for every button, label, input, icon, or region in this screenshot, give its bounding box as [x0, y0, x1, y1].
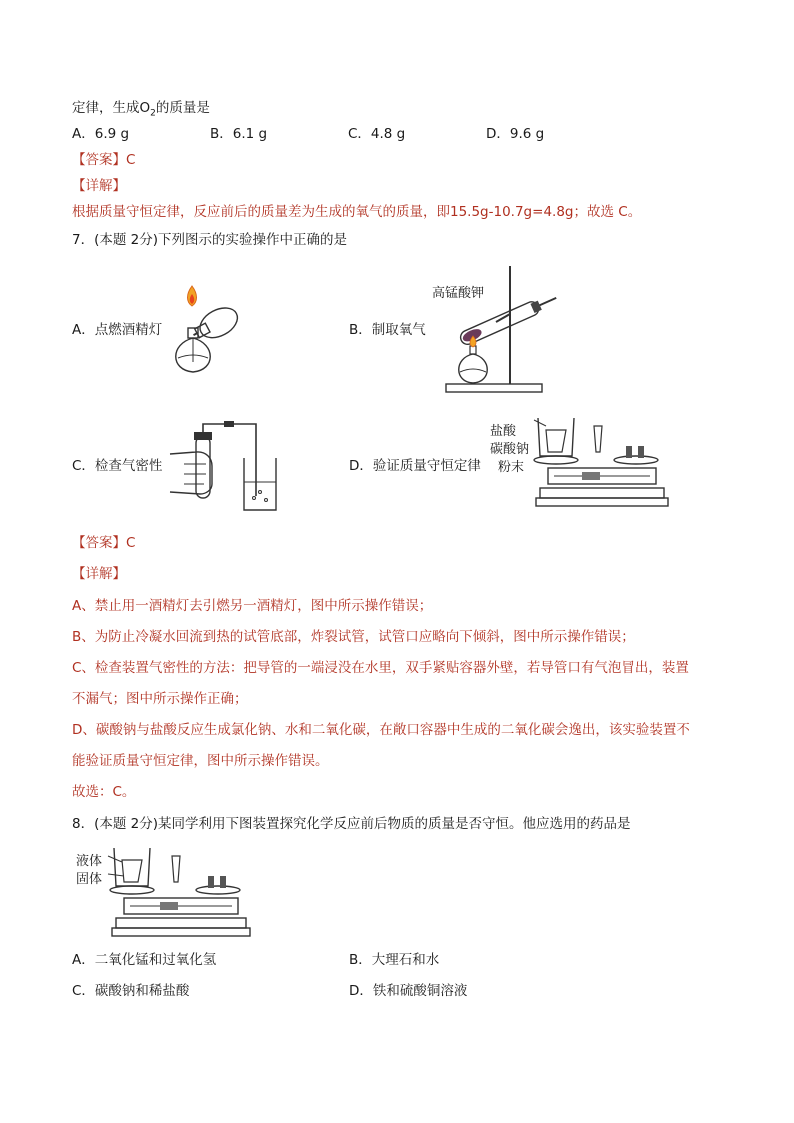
figure-alcohol-lamp [166, 282, 256, 378]
q7-option-d: D．验证质量守恒定律 [349, 458, 481, 474]
q7-detail-line-5: D、碳酸钠与盐酸反应生成氯化钠、水和二氧化碳，在敞口容器中生成的二氧化碳会逸出，该实验装置不 [72, 722, 690, 738]
figure-balance-open [532, 412, 672, 510]
q6-detail-label: 【详解】 [72, 178, 126, 194]
q6-detail: 根据质量守恒定律，反应前后的质量差为生成的氧气的质量，即15.5g-10.7g=4.8g；故选 C。 [72, 204, 642, 220]
q6-o-subscript: 2 [150, 108, 156, 119]
label-hydrochloric-acid: 盐酸 [490, 424, 517, 439]
figure-balance-q8 [106, 842, 256, 940]
q8-option-c: C．碳酸钠和稀盐酸 [72, 983, 190, 999]
q8-question: 8．(本题 2分)某同学利用下图装置探究化学反应前后物质的质量是否守恒。他应选用的药品是 [72, 816, 631, 832]
q7-detail-line-1: A、禁止用一酒精灯去引燃另一酒精灯，图中所示操作错误； [72, 598, 433, 614]
q8-option-d: D．铁和硫酸铜溶液 [349, 983, 468, 999]
label-potassium-permanganate: 高锰酸钾 [432, 286, 485, 301]
q6-stem-text: 定律，生成 [72, 100, 140, 116]
q6-stem-text-end: 的质量是 [155, 100, 210, 116]
q7-option-c: C．检查气密性 [72, 458, 163, 474]
figure-oxygen-apparatus [440, 262, 580, 394]
label-liquid: 液体 [76, 854, 103, 869]
q7-detail-line-4: 不漏气；图中所示操作正确； [72, 691, 248, 707]
q6-option-c: C．4.8 g [348, 126, 406, 142]
q7-detail-line-6: 能验证质量守恒定律，图中所示操作错误。 [72, 753, 329, 769]
q7-answer: 【答案】C [72, 535, 136, 551]
q7-detail-label: 【详解】 [72, 566, 126, 582]
q6-o-symbol: O [139, 100, 151, 116]
q7-option-b: B．制取氧气 [349, 322, 426, 338]
figure-airtightness-check [166, 418, 296, 514]
q6-answer: 【答案】C [72, 152, 136, 168]
label-powder: 粉末 [498, 460, 525, 475]
q6-option-a: A．6.9 g [72, 126, 130, 142]
q8-option-a: A．二氧化锰和过氧化氢 [72, 952, 217, 968]
q7-conclusion: 故选：C。 [72, 784, 136, 800]
label-sodium-carbonate: 碳酸钠 [490, 442, 530, 457]
q7-option-a: A．点燃酒精灯 [72, 322, 163, 338]
q7-question: 7．(本题 2分)下列图示的实验操作中正确的是 [72, 232, 348, 248]
q7-detail-line-2: B、为防止冷凝水回流到热的试管底部，炸裂试管，试管口应略向下倾斜，图中所示操作错误； [72, 629, 635, 645]
q7-detail-line-3: C、检查装置气密性的方法：把导管的一端浸没在水里，双手紧贴容器外壁，若导管口有气泡冒出，装置 [72, 660, 689, 676]
q6-stem-tail [72, 98, 210, 124]
label-solid: 固体 [76, 872, 103, 887]
q6-option-b: B．6.1 g [210, 126, 268, 142]
q8-option-b: B．大理石和水 [349, 952, 440, 968]
q6-option-d: D．9.6 g [486, 126, 545, 142]
